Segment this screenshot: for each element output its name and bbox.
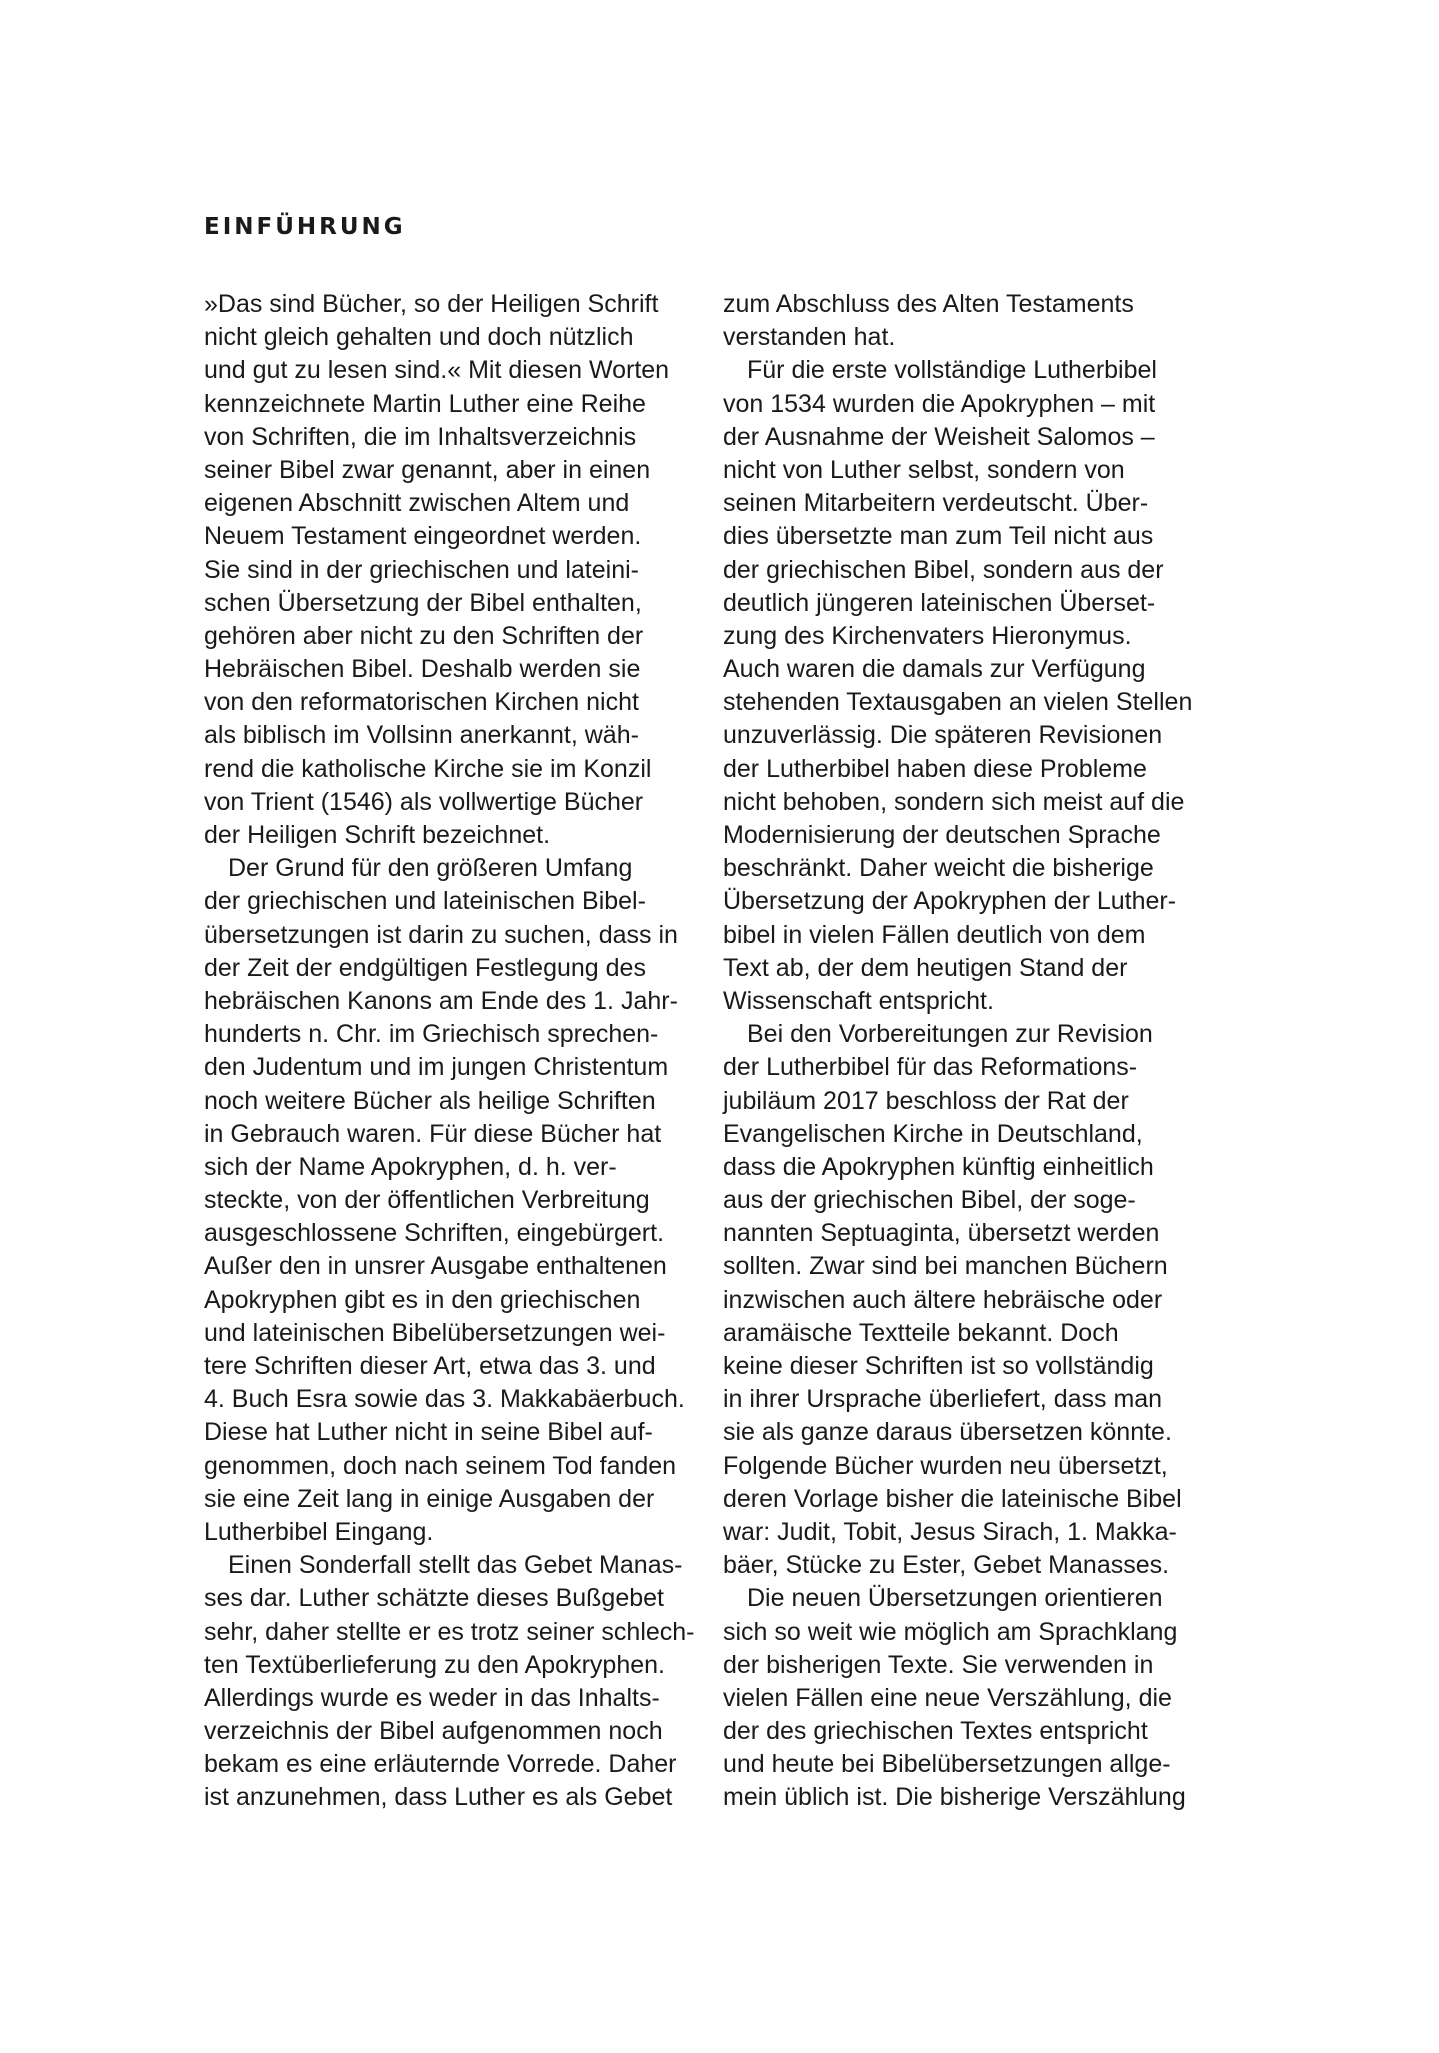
text-line: Apokryphen gibt es in den griechischen [204, 1285, 641, 1314]
text-line: gehören aber nicht zu den Schriften der [204, 621, 644, 650]
text-line: sich der Name Apokryphen, d. h. ver- [204, 1152, 617, 1181]
text-line: Für die erste vollständige Lutherbibel [747, 356, 1157, 385]
text-line: Allerdings wurde es weder in das Inhalts- [204, 1683, 660, 1712]
text-line: deutlich jüngeren lateinischen Überset- [723, 588, 1156, 617]
text-line: stehenden Textausgaben an vielen Stellen [723, 688, 1193, 717]
text-line: sie eine Zeit lang in einige Ausgaben der [204, 1484, 655, 1513]
text-line: genommen, doch nach seinem Tod fanden [204, 1451, 677, 1480]
text-line: verstanden hat. [723, 323, 896, 352]
text-line: nicht gleich gehalten und doch nützlich [204, 323, 634, 352]
text-line: Hebräischen Bibel. Deshalb werden sie [204, 655, 641, 684]
text-line: bäer, Stücke zu Ester, Gebet Manasses. [723, 1551, 1170, 1580]
text-line: Auch waren die damals zur Verfügung [723, 655, 1146, 684]
text-line: war: Judit, Tobit, Jesus Sirach, 1. Makka- [723, 1517, 1177, 1546]
text-line: sich so weit wie möglich am Sprachklang [723, 1617, 1178, 1646]
text-column-left [204, 288, 704, 1815]
text-line: in ihrer Ursprache überliefert, dass man [723, 1385, 1163, 1414]
text-line: mein üblich ist. Die bisherige Verszählung [723, 1783, 1186, 1812]
text-line: Einen Sonderfall stellt das Gebet Manas- [228, 1551, 683, 1580]
text-line: seiner Bibel zwar genannt, aber in einen [204, 455, 651, 484]
text-line: Neuem Testament eingeordnet werden. [204, 522, 642, 551]
text-line: zum Abschluss des Alten Testaments [723, 290, 1134, 318]
text-line: eigenen Abschnitt zwischen Altem und [204, 489, 630, 518]
text-line: vielen Fällen eine neue Verszählung, die [723, 1683, 1172, 1712]
text-line: deren Vorlage bisher die lateinische Bibel [723, 1484, 1182, 1513]
text-line: den Judentum und im jungen Christentum [204, 1053, 669, 1082]
text-line: nicht behoben, sondern sich meist auf die [723, 787, 1185, 816]
text-line: sollten. Zwar sind bei manchen Büchern [723, 1252, 1168, 1281]
text-line: in Gebrauch waren. Für diese Bücher hat [204, 1119, 662, 1148]
text-line: Wissenschaft entspricht. [723, 986, 994, 1015]
text-line: zung des Kirchenvaters Hieronymus. [723, 621, 1132, 650]
page-heading: EINFÜHRUNG [204, 214, 406, 240]
text-line: von Schriften, die im Inhaltsverzeichnis [204, 422, 637, 451]
text-line: der Lutherbibel haben diese Probleme [723, 754, 1147, 783]
text-line: aus der griechischen Bibel, der soge- [723, 1186, 1136, 1215]
text-line: unzuverlässig. Die späteren Revisionen [723, 721, 1163, 750]
text-line: übersetzungen ist darin zu suchen, dass in [204, 920, 678, 949]
text-line: und lateinischen Bibelübersetzungen wei- [204, 1318, 666, 1347]
text-line: verzeichnis der Bibel aufgenommen noch [204, 1717, 663, 1746]
text-line: nicht von Luther selbst, sondern von [723, 455, 1125, 484]
text-line: der Lutherbibel für das Reformations- [723, 1053, 1138, 1082]
text-line: der griechischen Bibel, sondern aus der [723, 555, 1164, 584]
text-line: bekam es eine erläuternde Vorrede. Daher [204, 1750, 677, 1779]
text-line: der griechischen und lateinischen Bibel- [204, 887, 646, 916]
text-line: ses dar. Luther schätzte dieses Bußgebet [204, 1584, 664, 1613]
text-line: noch weitere Bücher als heilige Schriften [204, 1086, 656, 1115]
text-line: der Zeit der endgültigen Festlegung des [204, 953, 646, 982]
text-line: Diese hat Luther nicht in seine Bibel auf- [204, 1418, 653, 1447]
text-column-right [723, 288, 1223, 1815]
text-line: ten Textüberlieferung zu den Apokryphen. [204, 1650, 665, 1679]
text-line: Evangelischen Kirche in Deutschland, [723, 1119, 1143, 1148]
text-line: und gut zu lesen sind.« Mit diesen Worten [204, 356, 670, 385]
text-line: Sie sind in der griechischen und lateini- [204, 555, 639, 584]
text-line: sehr, daher stellte er es trotz seiner schlech- [204, 1617, 695, 1646]
text-line: hebräischen Kanons am Ende des 1. Jahr- [204, 986, 678, 1015]
text-line: hunderts n. Chr. im Griechisch sprechen- [204, 1020, 659, 1049]
text-line: der bisherigen Texte. Sie verwenden in [723, 1650, 1154, 1679]
text-line: keine dieser Schriften ist so vollständig [723, 1352, 1154, 1380]
text-line: Der Grund für den größeren Umfang [228, 854, 633, 883]
text-line: dies übersetzte man zum Teil nicht aus [723, 522, 1154, 551]
text-line: der Heiligen Schrift bezeichnet. [204, 821, 551, 849]
text-line: sie als ganze daraus übersetzen könnte. [723, 1418, 1172, 1447]
text-line: beschränkt. Daher weicht die bisherige [723, 854, 1154, 883]
text-line: tere Schriften dieser Art, etwa das 3. und [204, 1352, 656, 1380]
text-line: Modernisierung der deutschen Sprache [723, 821, 1161, 849]
text-line: Bei den Vorbereitungen zur Revision [747, 1020, 1153, 1049]
text-line: 4. Buch Esra sowie das 3. Makkabäerbuch. [204, 1385, 685, 1414]
text-line: aramäische Textteile bekannt. Doch [723, 1318, 1119, 1347]
text-line: Text ab, der dem heutigen Stand der [723, 953, 1128, 982]
text-line: dass die Apokryphen künftig einheitlich [723, 1152, 1154, 1181]
text-line: steckte, von der öffentlichen Verbreitung [204, 1186, 650, 1215]
text-line: Die neuen Übersetzungen orientieren [747, 1584, 1163, 1613]
text-line: von den reformatorischen Kirchen nicht [204, 688, 639, 717]
text-line: der des griechischen Textes entspricht [723, 1717, 1148, 1746]
text-line: von Trient (1546) als vollwertige Bücher [204, 787, 644, 816]
text-line: und heute bei Bibelübersetzungen allge- [723, 1750, 1171, 1779]
text-line: Lutherbibel Eingang. [204, 1517, 434, 1546]
text-line: seinen Mitarbeitern verdeutscht. Über- [723, 489, 1149, 518]
text-line: inzwischen auch ältere hebräische oder [723, 1285, 1163, 1314]
text-line: Außer den in unsrer Ausgabe enthaltenen [204, 1252, 667, 1281]
text-line: von 1534 wurden die Apokryphen – mit [723, 389, 1156, 418]
text-line: als biblisch im Vollsinn anerkannt, wäh- [204, 721, 639, 750]
text-line: der Ausnahme der Weisheit Salomos – [723, 422, 1155, 451]
text-line: nannten Septuaginta, übersetzt werden [723, 1219, 1160, 1248]
text-line: rend die katholische Kirche sie im Konzil [204, 754, 652, 783]
text-line: ausgeschlossene Schriften, eingebürgert. [204, 1219, 665, 1248]
text-line: Folgende Bücher wurden neu übersetzt, [723, 1451, 1168, 1480]
text-line: kennzeichnete Martin Luther eine Reihe [204, 389, 646, 418]
text-line: »Das sind Bücher, so der Heiligen Schrift [204, 290, 659, 318]
text-line: ist anzunehmen, dass Luther es als Gebet [204, 1783, 673, 1812]
text-line: bibel in vielen Fällen deutlich von dem [723, 920, 1146, 949]
text-line: schen Übersetzung der Bibel enthalten, [204, 588, 642, 617]
text-line: Übersetzung der Apokryphen der Luther- [723, 887, 1177, 916]
text-line: jubiläum 2017 beschloss der Rat der [723, 1086, 1129, 1115]
